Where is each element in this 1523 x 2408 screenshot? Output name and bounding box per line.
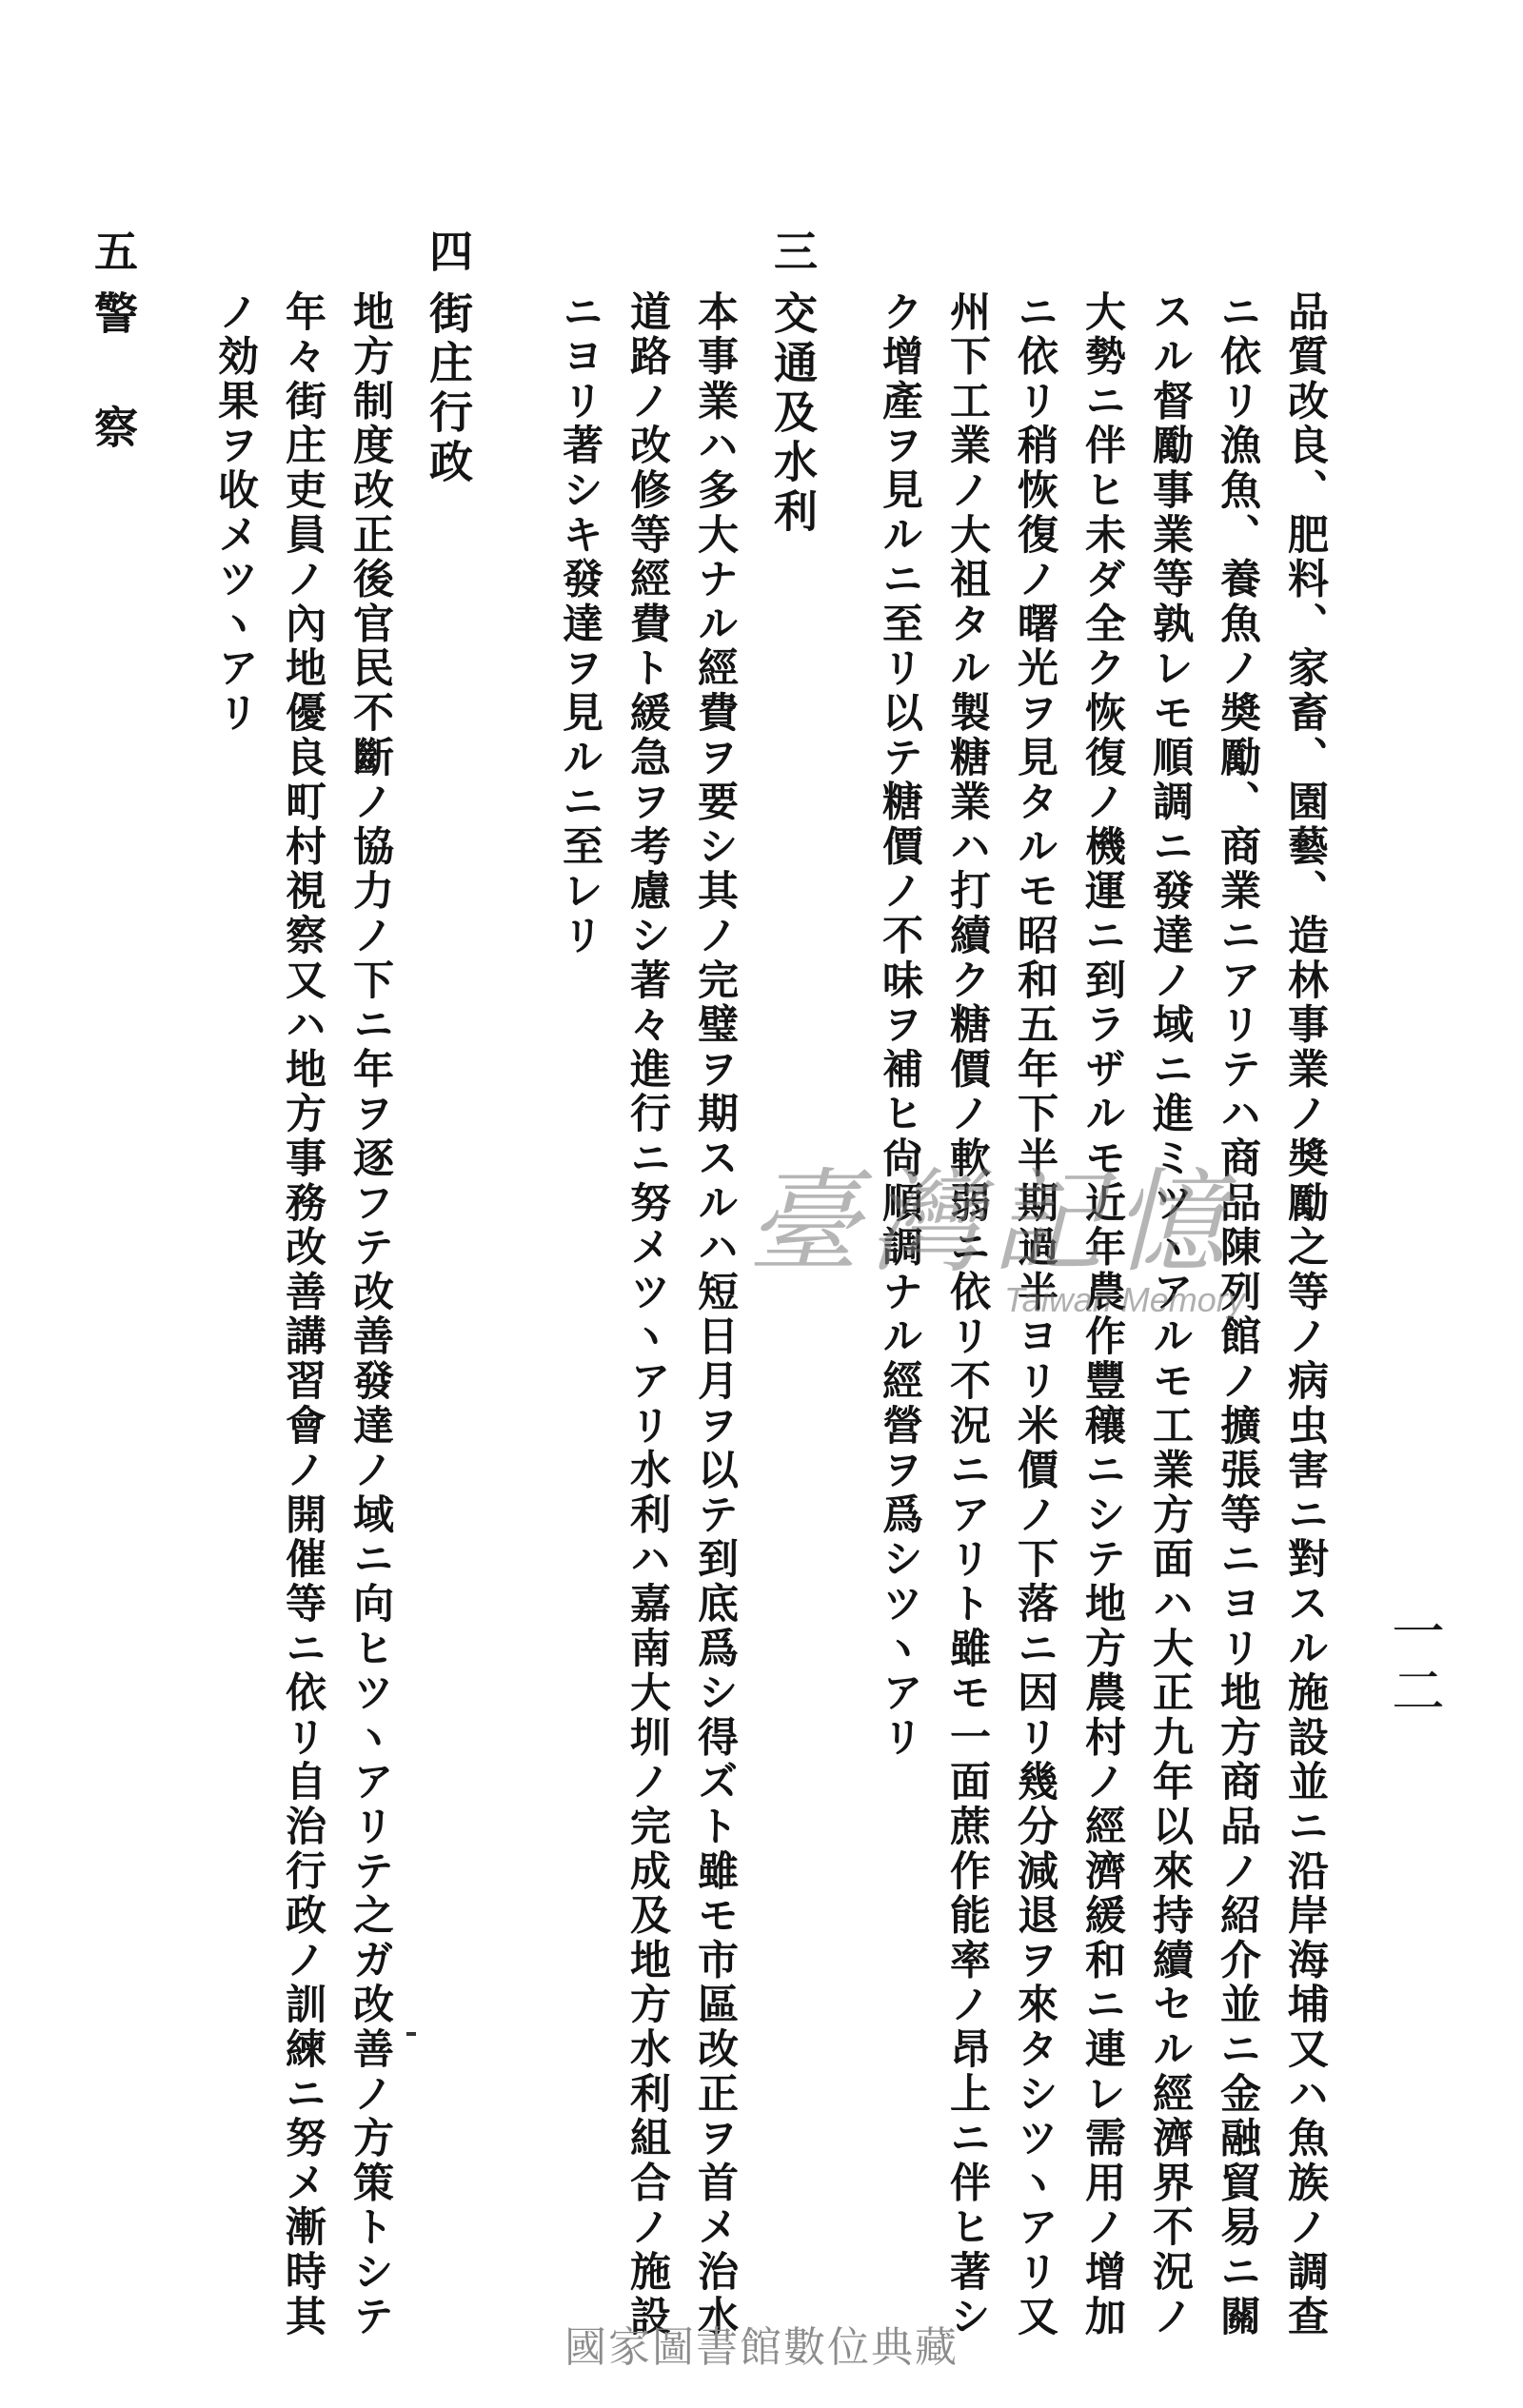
text-column-5: ニ依リ稍恢復ノ曙光ヲ見タルモ昭和五年下半期過半ヨリ米價ノ下落ニ因リ幾分減退ヲ來タシツヽアリ又 — [1011, 290, 1058, 2339]
section-4-column-1: 地方制度改正後官民不斷ノ協力ノ下ニ年ヲ逐フテ改善發達ノ域ニ向ヒツヽアリテ之ガ改善ノ方策トシテ — [346, 290, 394, 2339]
text-column-2: ニ依リ漁魚、養魚ノ奬勵、商業ニアリテハ商品陳列館ノ擴張等ニヨリ地方商品ノ紹介並ニ金融貿易ニ關 — [1214, 290, 1261, 2339]
text-column-3: スル督勵事業等孰レモ順調ニ發達ノ域ニ進ミツヽアルモ工業方面ハ大正九年以來持續セル經濟界不況ノ — [1146, 290, 1194, 2339]
text-column-6: 州下工業ノ大祖タル製糖業ハ打續ク糖價ノ軟弱ニ依リ不況ニアリト雖モ一面蔗作能率ノ昂上ニ伴ヒ著シ — [943, 290, 991, 2339]
watermark-english: Taiwan Memory — [1004, 1280, 1245, 1319]
section-4-number: 四 — [423, 228, 474, 272]
section-4-title: 街庄行政 — [423, 290, 474, 488]
section-3-column-3: ニヨリ著シキ發達ヲ見ルニ至レリ — [556, 290, 603, 958]
section-5-number: 五 — [88, 228, 139, 272]
watermark-logo — [747, 1156, 1261, 1356]
section-3-column-2: 道路ノ改修等經費ト緩急ヲ考慮シ著々進行ニ努メツヽアリ水利ハ嘉南大圳ノ完成及地方水利組合ノ施設 — [623, 290, 671, 2339]
watermark-chinese: 臺灣記憶 — [747, 1156, 1236, 1288]
section-3-column-1: 本事業ハ多大ナル經費ヲ要シ其ノ完璧ヲ期スルハ短日月ヲ以テ到底爲シ得ズト雖モ市區改正ヲ首メ治水 — [691, 290, 739, 2339]
section-3-number: 三 — [767, 228, 819, 272]
page-number: 一二 — [1383, 1604, 1445, 1722]
text-column-1: 品質改良、肥料、家畜、園藝、造林事業ノ奬勵之等ノ病虫害ニ對スル施設並ニ沿岸海埔又ハ魚族ノ調查 — [1281, 290, 1329, 2339]
footer-credit: 國家圖書館數位典藏 — [564, 2323, 959, 2372]
section-3-title: 交通及水利 — [767, 290, 819, 538]
print-speck — [406, 2032, 416, 2036]
section-4-column-2: 年々街庄吏員ノ內地優良町村視察又ハ地方事務改善講習會ノ開催等ニ依リ自治行政ノ訓練ニ努メ漸時其 — [279, 290, 326, 2339]
text-column-7: ク增產ヲ見ルニ至リ以テ糖價ノ不味ヲ補ヒ尙順調ナル經營ヲ爲シツヽアリ — [876, 290, 923, 1761]
text-column-4: 大勢ニ伴ヒ未ダ全ク恢復ノ機運ニ到ラザルモ近年農作豐穰ニシテ地方農村ノ經濟緩和ニ連レ需用ノ增加 — [1078, 290, 1126, 2339]
section-5-title: 警 察 — [88, 290, 139, 462]
section-4-column-3: ノ効果ヲ收メツヽアリ — [211, 290, 259, 736]
